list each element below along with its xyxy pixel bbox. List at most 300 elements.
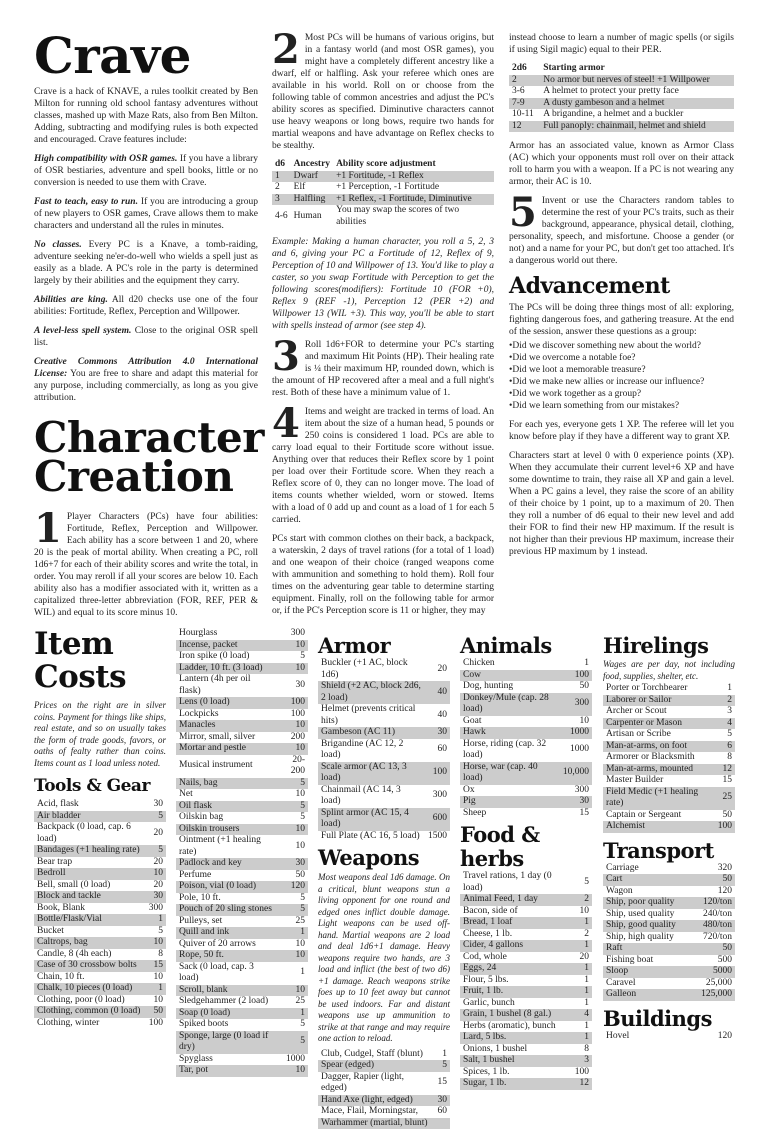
item-price: 5 bbox=[435, 1060, 451, 1072]
feature-head: A level-less spell system. bbox=[34, 326, 131, 336]
item-price: 5 bbox=[277, 893, 308, 905]
table-cell: +1 Reflex, -1 Fortitude, Diminutive bbox=[333, 194, 494, 206]
item-name: Goat bbox=[460, 716, 560, 728]
column-3 bbox=[509, 32, 734, 565]
item-price: 240/ton bbox=[692, 909, 735, 921]
item-price: 12 bbox=[715, 764, 735, 776]
food-row bbox=[460, 975, 592, 987]
item-price: 10 bbox=[277, 789, 308, 801]
tools-row bbox=[34, 903, 166, 915]
tools-row bbox=[176, 985, 308, 997]
animals-row bbox=[460, 808, 592, 820]
feature-text: You are free to share and adapt this material for any purpose, including commercially, as long as you give attribution. bbox=[34, 369, 258, 403]
table-header-cell: d6 bbox=[272, 159, 291, 171]
item-price: 12 bbox=[572, 1078, 592, 1090]
item-name: Chicken bbox=[460, 658, 560, 670]
item-name: Bedroll bbox=[34, 868, 146, 880]
tools-row bbox=[176, 801, 308, 813]
features-list bbox=[34, 153, 258, 404]
item-price: 720/ton bbox=[692, 932, 735, 944]
tools-row bbox=[176, 996, 308, 1008]
item-price: 1 bbox=[572, 940, 592, 952]
tools-row bbox=[176, 651, 308, 663]
item-price: 30 bbox=[146, 891, 166, 903]
step-1-text: 1 Player Characters (PCs) have four abilities: Fortitude, Reflex, Perception and Willpower. Each ability has a score between 1 and 20, where 20 is the peak of mortal ability. When creating a PC, roll 1d6+7 for each of their ability scores and write the total, in order. You may reroll if all your scores are below 10. Each ability also has a modifier associated with it, written as a capitalized three-letter abbreviation (FOR, REF, PER & WIL) and equal to its score minus 10. bbox=[34, 511, 258, 619]
hirelings-row bbox=[603, 775, 735, 787]
item-name: Wagon bbox=[603, 886, 692, 898]
advancement-question: • Did we overcome a notable foe? bbox=[509, 352, 734, 364]
item-name: Acid, flask bbox=[34, 799, 146, 811]
item-name: Artisan or Scribe bbox=[603, 729, 715, 741]
hirelings-row bbox=[603, 706, 735, 718]
advancement-question: • Did we make new allies or increase our influence? bbox=[509, 376, 734, 388]
transport-row bbox=[603, 874, 735, 886]
table-header-cell: Ability score adjustment bbox=[333, 159, 494, 171]
animals-row bbox=[460, 693, 592, 716]
starting-armor-table bbox=[509, 63, 734, 132]
item-price: 10 bbox=[572, 906, 592, 918]
step-3-text: 3 Roll 1d6+FOR to determine your PC's starting and maximum Hit Points (HP). Their healing rate is ¼ their maximum HP, rounded down, which is the amount of HP recovered after a meal and a full night's rest. Both of these have a minimum value of 1. bbox=[272, 339, 494, 399]
item-name: Alchemist bbox=[603, 821, 715, 833]
item-name: Full Plate (AC 16, 5 load) bbox=[318, 831, 425, 843]
ancestry-row bbox=[272, 205, 494, 228]
item-price: 25 bbox=[277, 996, 308, 1008]
table-cell: 2 bbox=[272, 182, 291, 194]
item-price: 25,000 bbox=[692, 978, 735, 990]
item-name: Bacon, side of bbox=[460, 906, 572, 918]
item-name: Hand Axe (light, edged) bbox=[318, 1095, 435, 1107]
item-name: Caltrops, bag bbox=[34, 937, 146, 949]
feature-item bbox=[34, 239, 258, 287]
table-cell: 3 bbox=[272, 194, 291, 206]
hirelings-row bbox=[603, 729, 735, 741]
item-price: 100 bbox=[146, 1018, 166, 1030]
advancement-question: • Did we discover something new about the world? bbox=[509, 340, 734, 352]
starting-armor-row bbox=[509, 98, 734, 110]
item-price: 300 bbox=[425, 785, 450, 808]
tools-row bbox=[176, 709, 308, 721]
item-name: Musical instrument bbox=[176, 755, 277, 778]
item-price: 5000 bbox=[692, 966, 735, 978]
item-name: Sack (0 load, cap. 3 load) bbox=[176, 962, 277, 985]
animals-row bbox=[460, 670, 592, 682]
item-name: Armorer or Blacksmith bbox=[603, 752, 715, 764]
item-name: Oilskin bag bbox=[176, 812, 277, 824]
feature-head: No classes. bbox=[34, 240, 82, 250]
item-price: 1 bbox=[435, 1049, 451, 1061]
table-cell: Dwarf bbox=[291, 171, 333, 183]
weapons-title: Weapons bbox=[318, 846, 450, 870]
transport-row bbox=[603, 955, 735, 967]
item-name: Club, Cudgel, Staff (blunt) bbox=[318, 1049, 435, 1061]
item-name: Candle, 8 (4h each) bbox=[34, 949, 146, 961]
hirelings-table bbox=[603, 683, 735, 833]
item-price: 10 bbox=[277, 663, 308, 675]
animals-row bbox=[460, 739, 592, 762]
animals-row bbox=[460, 681, 592, 693]
item-name: Cider, 4 gallons bbox=[460, 940, 572, 952]
food-row bbox=[460, 1067, 592, 1079]
item-name: Animal Feed, 1 day bbox=[460, 894, 572, 906]
food-row bbox=[460, 1055, 592, 1067]
tools-row bbox=[176, 674, 308, 697]
tools-row bbox=[34, 1018, 166, 1030]
starting-armor-row bbox=[509, 109, 734, 121]
item-name: Case of 30 crossbow bolts bbox=[34, 960, 146, 972]
hirelings-row bbox=[603, 752, 735, 764]
feature-item bbox=[34, 196, 258, 232]
item-name: Lard, 5 lbs. bbox=[460, 1032, 572, 1044]
item-price: 1000 bbox=[560, 727, 592, 739]
tools-row bbox=[176, 858, 308, 870]
item-name: Hourglass bbox=[176, 628, 277, 640]
food-row bbox=[460, 986, 592, 998]
feature-item bbox=[34, 294, 258, 318]
tools-row bbox=[176, 916, 308, 928]
weapons-row bbox=[318, 1072, 450, 1095]
food-row bbox=[460, 1078, 592, 1090]
item-name: Block and tackle bbox=[34, 891, 146, 903]
item-name: Spyglass bbox=[176, 1054, 277, 1066]
hirelings-row bbox=[603, 718, 735, 730]
advancement-question: • Did we work together as a group? bbox=[509, 388, 734, 400]
item-price: 20 bbox=[425, 658, 450, 681]
item-name: Spear (edged) bbox=[318, 1060, 435, 1072]
food-row bbox=[460, 963, 592, 975]
item-price: 1 bbox=[277, 962, 308, 985]
item-name: Bucket bbox=[34, 926, 146, 938]
item-name: Donkey/Mule (cap. 28 load) bbox=[460, 693, 560, 716]
armor-row bbox=[318, 808, 450, 831]
advancement-intro: The PCs will be doing three things most of all: exploring, fighting dangerous foes, and gathering treasure. At the end of the session, answer these questions as a group: bbox=[509, 302, 734, 338]
table-cell: A dusty gambeson and a helmet bbox=[540, 98, 734, 110]
item-price: 15 bbox=[146, 960, 166, 972]
animals-title: Animals bbox=[460, 634, 592, 658]
transport-row bbox=[603, 978, 735, 990]
item-name: Mirror, small, silver bbox=[176, 732, 277, 744]
tools-row bbox=[34, 995, 166, 1007]
advancement-question: • Did we loot a memorable treasure? bbox=[509, 364, 734, 376]
tools-row bbox=[176, 697, 308, 709]
feature-head: Creative Commons Attribution 4.0 International License: bbox=[34, 357, 258, 379]
item-price: 100 bbox=[715, 821, 735, 833]
tools-row bbox=[176, 870, 308, 882]
item-price: 1 bbox=[572, 1032, 592, 1044]
item-name: Captain or Sergeant bbox=[603, 810, 715, 822]
feature-text: Every PC is a Knave, a tomb-raiding, adventure seeking ne'er-do-well who wields a spell just as easily as a blade. A PC's role in the party is determined largely by their abilities and the equipment they carry. bbox=[34, 240, 258, 286]
item-price: 50 bbox=[277, 870, 308, 882]
item-name: Pulleys, set bbox=[176, 916, 277, 928]
tools-row bbox=[176, 1031, 308, 1054]
food-row bbox=[460, 998, 592, 1010]
item-price: 4 bbox=[715, 718, 735, 730]
item-name: Master Builder bbox=[603, 775, 715, 787]
tools-row bbox=[34, 972, 166, 984]
item-name: Backpack (0 load, cap. 6 load) bbox=[34, 822, 146, 845]
item-price: 300 bbox=[560, 785, 592, 797]
weapons-row bbox=[318, 1049, 450, 1061]
item-name: Chain, 10 ft. bbox=[34, 972, 146, 984]
armor-row bbox=[318, 727, 450, 739]
table-header-cell: 2d6 bbox=[509, 63, 540, 75]
tools-row bbox=[176, 640, 308, 652]
step-1-number: 1 bbox=[34, 511, 62, 547]
weapons-row bbox=[318, 1118, 450, 1129]
tools-row bbox=[176, 904, 308, 916]
transport-title: Transport bbox=[603, 839, 735, 863]
item-price: 6 bbox=[715, 741, 735, 753]
starting-armor-row bbox=[509, 86, 734, 98]
item-name: Cow bbox=[460, 670, 560, 682]
transport-row bbox=[603, 909, 735, 921]
item-name: Incense, packet bbox=[176, 640, 277, 652]
item-name: Ship, poor quality bbox=[603, 897, 692, 909]
tools-gear-title: Tools & Gear bbox=[34, 776, 166, 796]
step-5-text: 5 Invent or use the Characters random tables to determine the rest of your PC's traits, such as their background, appearance, physical detail, clothing, personality, speech, and misfortune. Choose a gender (or not) and a name for your PC, but don't get too attached. It's a dangerous world out there. bbox=[509, 195, 734, 267]
item-price: 30 bbox=[277, 858, 308, 870]
item-name: Eggs, 24 bbox=[460, 963, 572, 975]
tools-row bbox=[176, 778, 308, 790]
hirelings-row bbox=[603, 683, 735, 695]
item-name: Porter or Torchbearer bbox=[603, 683, 715, 695]
transport-row bbox=[603, 932, 735, 944]
item-name: Fruit, 1 lb. bbox=[460, 986, 572, 998]
example-text: Example: Making a human character, you roll a 5, 2, 3 and 6, giving your PC a Fortitude of 12, Reflex of 9, Perception of 10 and Willpower of 13. You'd like to play a caster, so you swap Fortitude with Perception to get the following scores(modifiers): Fortitude 10 (FOR +0), Reflex 9 (REF -1), Perception 12 (PER +2) and Willpower 13 (WIL +3). This way, you'll be able to start with spells instead of armor (see step 4). bbox=[272, 236, 494, 332]
hirelings-title: Hirelings bbox=[603, 634, 735, 658]
item-name: Salt, 1 bushel bbox=[460, 1055, 572, 1067]
food-row bbox=[460, 929, 592, 941]
food-row bbox=[460, 940, 592, 952]
table-cell: 3-6 bbox=[509, 86, 540, 98]
item-name: Bread, 1 loaf bbox=[460, 917, 572, 929]
item-price: 120 bbox=[681, 1031, 735, 1043]
item-name: Horse, riding (cap. 32 load) bbox=[460, 739, 560, 762]
intro-text: Crave is a hack of KNAVE, a rules toolkit created by Ben Milton for running old school fantasy adventures without classes, mashed up with Maze Rats, also from Ben Milton. Adding, subtracting and modifying rules is both expected and encouraged. Crave features include: bbox=[34, 86, 258, 146]
buildings-row bbox=[603, 1031, 735, 1043]
feature-text: Close to the original OSR spell list. bbox=[34, 326, 258, 348]
item-price: 60 bbox=[435, 1106, 451, 1118]
item-price: 30 bbox=[560, 796, 592, 808]
item-price: 100 bbox=[560, 670, 592, 682]
item-price: 1 bbox=[572, 917, 592, 929]
item-price: 30 bbox=[435, 1095, 451, 1107]
armor-row bbox=[318, 739, 450, 762]
item-name: Scale armor (AC 13, 3 load) bbox=[318, 762, 425, 785]
item-costs-column bbox=[34, 628, 166, 1029]
table-cell: +1 Perception, -1 Fortitude bbox=[333, 182, 494, 194]
table-cell: Full panoply: chainmail, helmet and shield bbox=[540, 121, 734, 133]
buildings-title: Buildings bbox=[603, 1007, 735, 1031]
item-name: Sheep bbox=[460, 808, 560, 820]
item-name: Field Medic (+1 healing rate) bbox=[603, 787, 715, 810]
item-price: 1000 bbox=[277, 1054, 308, 1066]
tools-row bbox=[34, 880, 166, 892]
item-costs-title: Item Costs bbox=[34, 628, 166, 694]
item-name: Sponge, large (0 load if dry) bbox=[176, 1031, 277, 1054]
tools-row bbox=[176, 720, 308, 732]
item-price: 5 bbox=[277, 801, 308, 813]
weapons-row bbox=[318, 1106, 450, 1118]
character-creation-title: Character Creation bbox=[34, 418, 258, 498]
item-price: 480/ton bbox=[692, 920, 735, 932]
tools-row bbox=[176, 893, 308, 905]
tools-row bbox=[176, 824, 308, 836]
armor-row bbox=[318, 704, 450, 727]
food-row bbox=[460, 1032, 592, 1044]
ancestry-row bbox=[272, 182, 494, 194]
tools-row bbox=[34, 949, 166, 961]
table-cell: Elf bbox=[291, 182, 333, 194]
item-price: 10 bbox=[146, 868, 166, 880]
item-price: 125,000 bbox=[692, 989, 735, 1001]
transport-table bbox=[603, 863, 735, 1001]
item-price: 300 bbox=[560, 693, 592, 716]
tools-row bbox=[34, 926, 166, 938]
item-name: Perfume bbox=[176, 870, 277, 882]
step-5-number: 5 bbox=[509, 195, 537, 231]
table-header-row bbox=[272, 159, 494, 171]
item-price: 10 bbox=[277, 640, 308, 652]
tools-row bbox=[176, 1065, 308, 1077]
animals-row bbox=[460, 762, 592, 785]
hirelings-row bbox=[603, 787, 735, 810]
item-name: Net bbox=[176, 789, 277, 801]
item-price: 1 bbox=[277, 1008, 308, 1020]
hirelings-row bbox=[603, 764, 735, 776]
item-price: 30 bbox=[425, 727, 450, 739]
tools-row bbox=[176, 962, 308, 985]
item-name: Herbs (aromatic), bunch bbox=[460, 1021, 572, 1033]
item-price: 100 bbox=[277, 697, 308, 709]
item-name: Ladder, 10 ft. (3 load) bbox=[176, 663, 277, 675]
animals-row bbox=[460, 716, 592, 728]
food-row bbox=[460, 1044, 592, 1056]
item-price: 1 bbox=[146, 914, 166, 926]
armor-title: Armor bbox=[318, 634, 450, 658]
item-name: Raft bbox=[603, 943, 692, 955]
item-price: 8 bbox=[146, 949, 166, 961]
item-name: Book, Blank bbox=[34, 903, 146, 915]
item-name: Brigandine (AC 12, 2 load) bbox=[318, 739, 425, 762]
item-name: Cheese, 1 lb. bbox=[460, 929, 572, 941]
item-name: Man-at-arms, on foot bbox=[603, 741, 715, 753]
hirelings-row bbox=[603, 821, 735, 833]
animals-row bbox=[460, 785, 592, 797]
tools-column-2 bbox=[176, 628, 308, 1077]
transport-row bbox=[603, 989, 735, 1001]
item-price: 500 bbox=[692, 955, 735, 967]
item-name: Lockpicks bbox=[176, 709, 277, 721]
food-herbs-title: Food & herbs bbox=[460, 823, 592, 871]
food-table bbox=[460, 871, 592, 1090]
item-price: 5 bbox=[277, 1019, 308, 1031]
item-name: Rope, 50 ft. bbox=[176, 950, 277, 962]
item-name: Quiver of 20 arrows bbox=[176, 939, 277, 951]
item-name: Flour, 5 lbs. bbox=[460, 975, 572, 987]
item-price: 1 bbox=[715, 683, 735, 695]
item-price: 5 bbox=[715, 729, 735, 741]
feature-text: If you are introducing a group of new players to OSR games, Crave allows them to make characters and understand all the rules in minutes. bbox=[34, 197, 258, 231]
item-price: 25 bbox=[277, 916, 308, 928]
item-price: 4 bbox=[572, 1009, 592, 1021]
item-price: 15 bbox=[435, 1072, 451, 1095]
item-name: Quill and ink bbox=[176, 927, 277, 939]
tools-row bbox=[176, 628, 308, 640]
food-row bbox=[460, 1009, 592, 1021]
tools-row bbox=[176, 663, 308, 675]
armor-class-text: Armor has an associated value, known as Armor Class (AC) which your opponents must roll over on their attack roll to harm you with a weapon. If a PC is not wearing any armor, their AC is 10. bbox=[509, 140, 734, 188]
item-price: 120 bbox=[277, 881, 308, 893]
animals-row bbox=[460, 658, 592, 670]
tools-row bbox=[176, 950, 308, 962]
ancestry-table bbox=[272, 159, 494, 228]
item-name: Buckler (+1 AC, block 1d6) bbox=[318, 658, 425, 681]
armor-weapons-column bbox=[318, 632, 450, 1129]
feature-item bbox=[34, 356, 258, 404]
item-price: 10 bbox=[277, 720, 308, 732]
tools-row bbox=[34, 857, 166, 869]
item-price: 100 bbox=[425, 762, 450, 785]
transport-row bbox=[603, 966, 735, 978]
item-name: Lens (0 load) bbox=[176, 697, 277, 709]
item-name: Horse, war (cap. 40 load) bbox=[460, 762, 560, 785]
item-price: 50 bbox=[692, 874, 735, 886]
item-price: 25 bbox=[715, 787, 735, 810]
item-price: 10 bbox=[146, 937, 166, 949]
item-name: Shield (+2 AC, block 2d6, 2 load) bbox=[318, 681, 425, 704]
item-price: 20 bbox=[146, 822, 166, 845]
item-price: 1 bbox=[572, 1021, 592, 1033]
advancement-title: Advancement bbox=[509, 274, 734, 298]
feature-text: If you have a library of OSR bestiaries, adventure and spell books, little or no conversion is needed to use them with Crave. bbox=[34, 154, 258, 188]
item-price: 300 bbox=[146, 903, 166, 915]
advancement-level-text: Characters start at level 0 with 0 experience points (XP). When they accumulate their current level+6 XP and have some downtime to train, they raise all XP and gain a level. When a PC gains a level, they raise the score of an ability of their choice by 1 point, up to a maximum of 20. Then they roll a number of d6 equal to their new level and add their FOR to find their new HP maximum. If the result is not higher than their previous HP maximum, increase their previous HP maximum by 1 instead. bbox=[509, 450, 734, 558]
item-price: 10 bbox=[560, 716, 592, 728]
weapons-note: Most weapons deal 1d6 damage. On a critical, blunt weapons stun a living opponent for one round and edged ones inflict double damage. Light weapons can be used off-hand. Martial weapons are 2 load and deal 1d6+1 damage. Heavy weapons require two hands, are 3 load and inflict (the best of two d6) +1 damage. Reach weapons strike foes up to 10 feet away but cannot be used indoors. Far and distant weapons use up ammunition to strike at that range and may require one action to reload. bbox=[318, 872, 450, 1045]
tools-row bbox=[34, 799, 166, 811]
item-name: Cart bbox=[603, 874, 692, 886]
item-price: 1 bbox=[572, 963, 592, 975]
item-price: 20-200 bbox=[277, 755, 308, 778]
item-price: 2 bbox=[572, 894, 592, 906]
table-cell: 12 bbox=[509, 121, 540, 133]
table-cell: 10-11 bbox=[509, 109, 540, 121]
tools-row bbox=[34, 845, 166, 857]
tools-row bbox=[176, 1054, 308, 1066]
transport-row bbox=[603, 920, 735, 932]
tools-row bbox=[34, 822, 166, 845]
item-name: Carriage bbox=[603, 863, 692, 875]
tools-row bbox=[176, 812, 308, 824]
feature-head: Fast to teach, easy to run. bbox=[34, 197, 138, 207]
animals-food-column bbox=[460, 632, 592, 1090]
item-name: Ship, good quality bbox=[603, 920, 692, 932]
table-cell: 2 bbox=[509, 75, 540, 87]
item-price: 1500 bbox=[425, 831, 450, 843]
item-price: 10 bbox=[277, 985, 308, 997]
item-price: 40 bbox=[425, 681, 450, 704]
tools-table bbox=[34, 799, 166, 1029]
item-price: 5 bbox=[572, 871, 592, 894]
item-price: 120 bbox=[692, 886, 735, 898]
item-price: 1 bbox=[572, 986, 592, 998]
feature-head: Abilities are king. bbox=[34, 295, 108, 305]
armor-row bbox=[318, 681, 450, 704]
item-name: Iron spike (0 load) bbox=[176, 651, 277, 663]
item-name: Pole, 10 ft. bbox=[176, 893, 277, 905]
item-price: 5 bbox=[146, 926, 166, 938]
tools-row bbox=[176, 835, 308, 858]
